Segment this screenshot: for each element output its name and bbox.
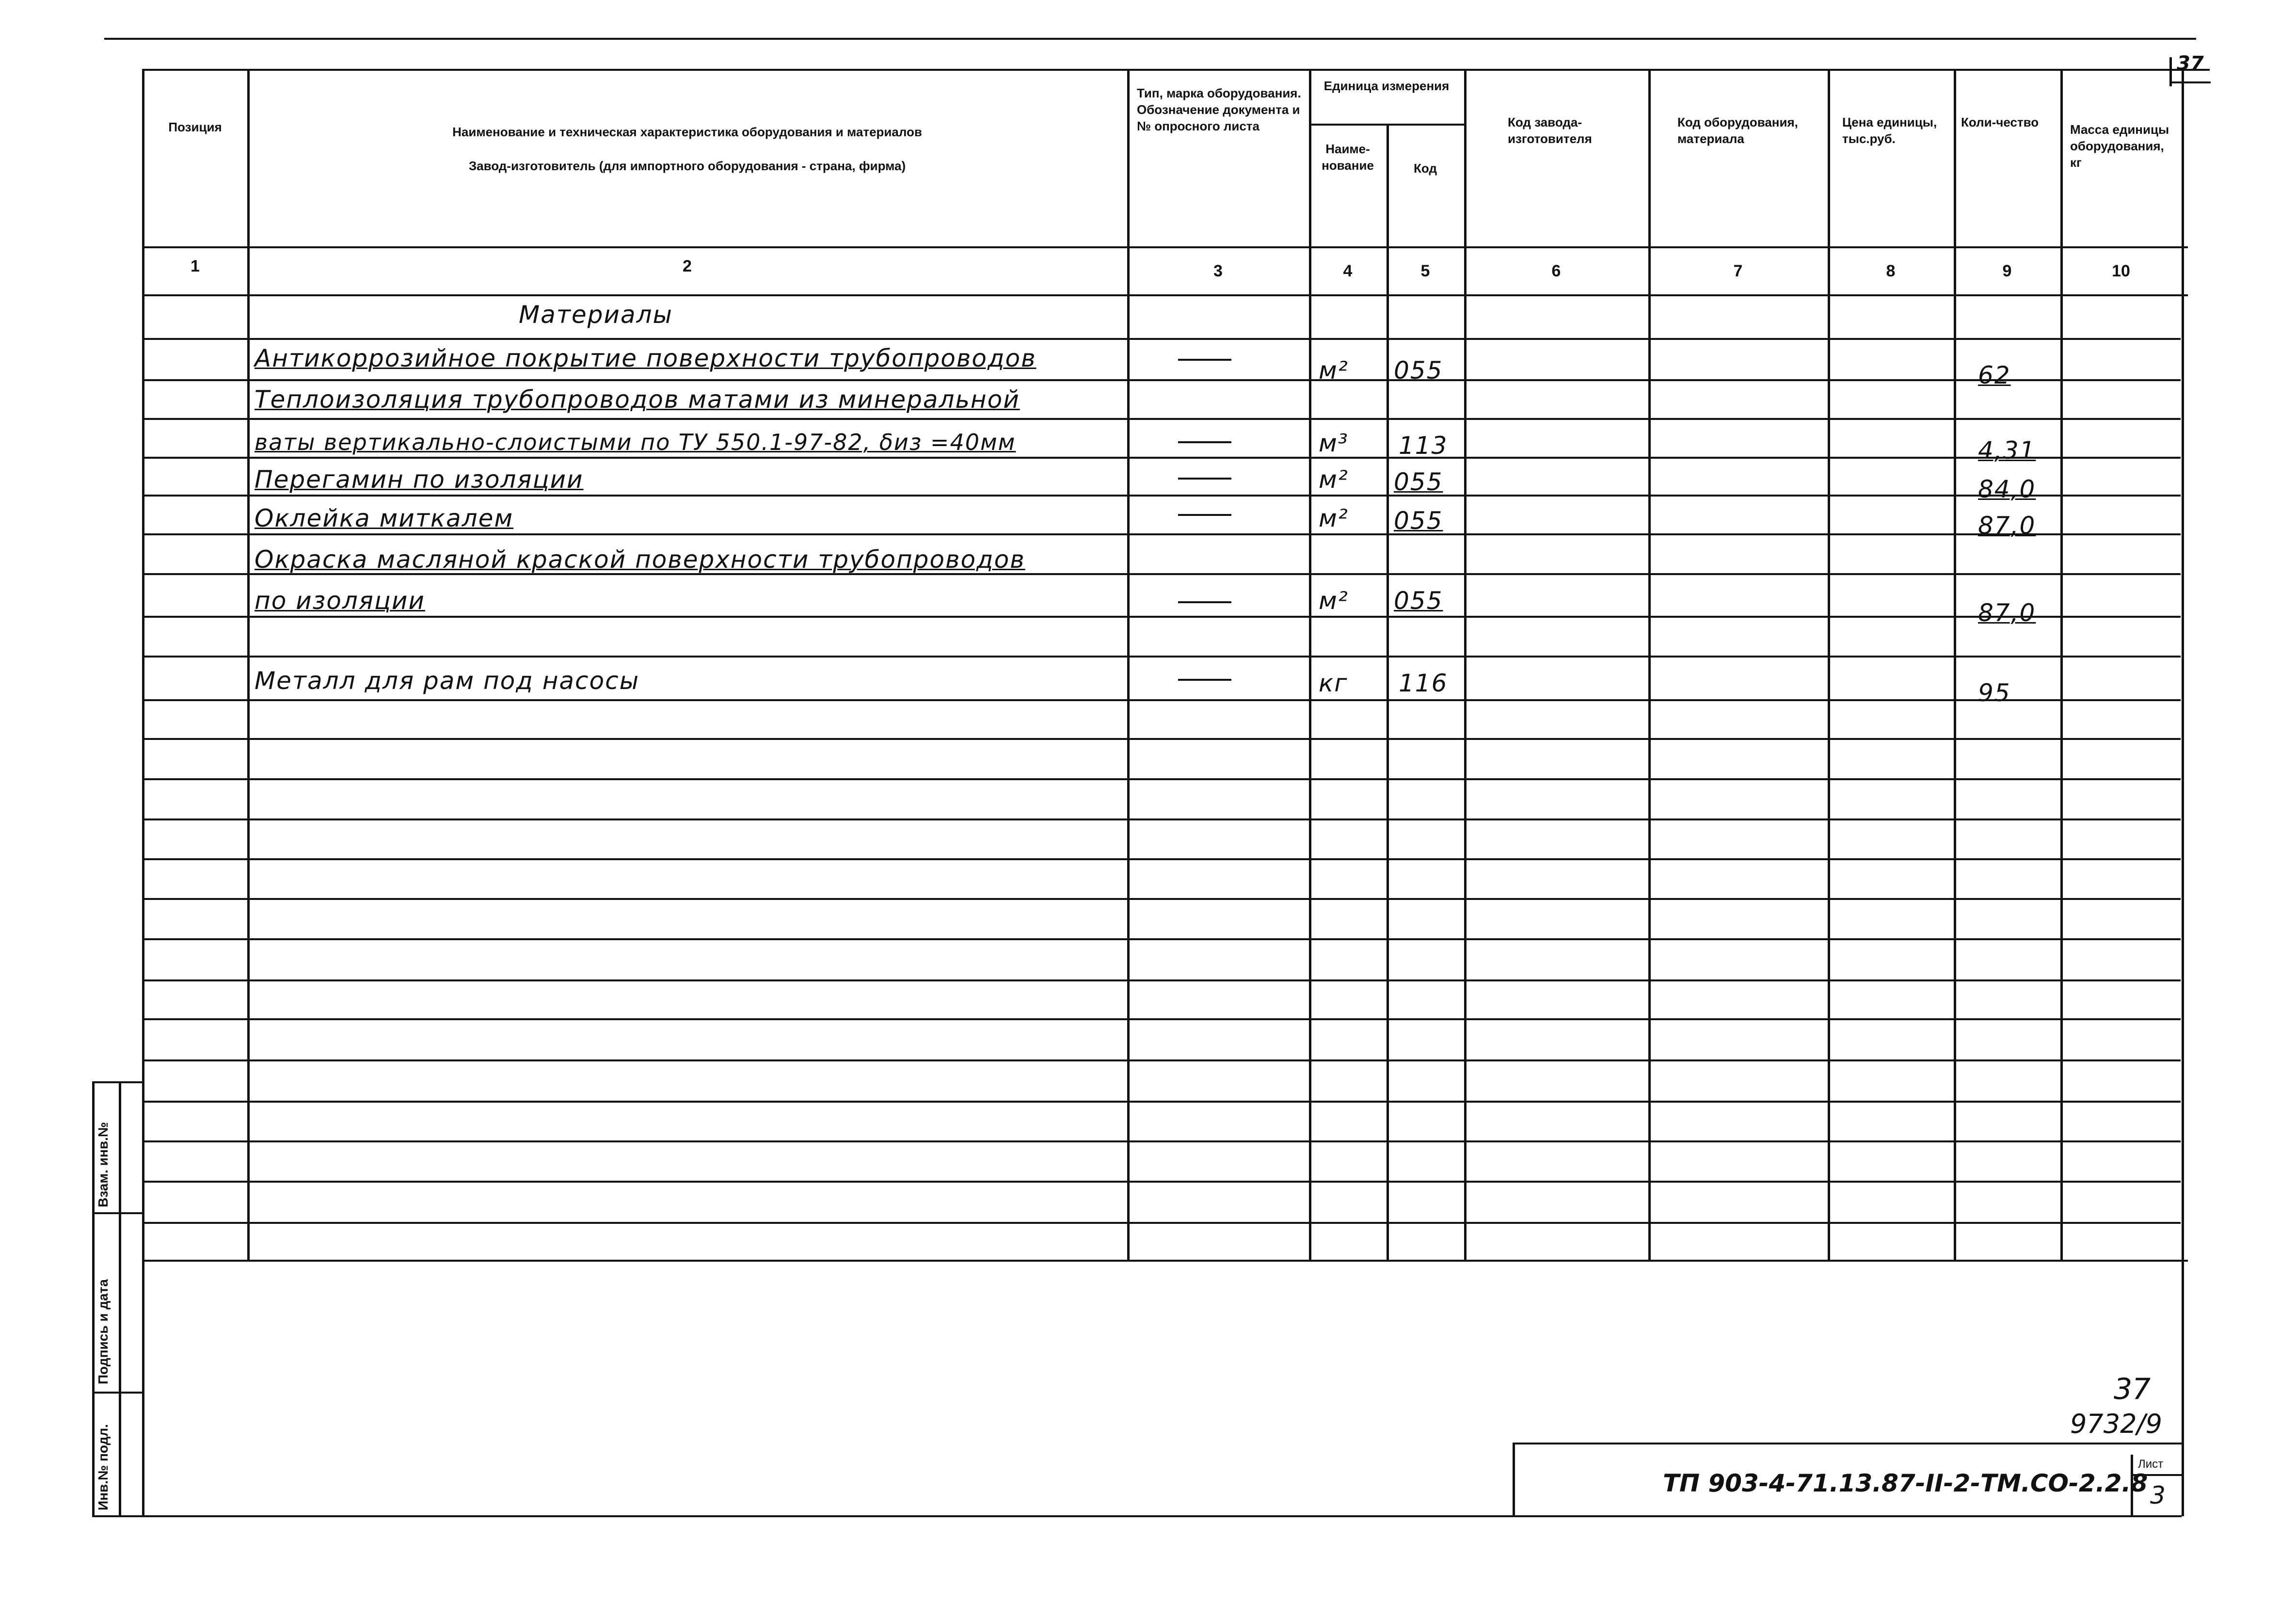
row-item-name: по изоляции <box>255 587 425 615</box>
table-row-line <box>144 1140 2181 1142</box>
row-item-name: Оклейка миткалем <box>255 504 514 532</box>
row-unit: м² <box>1319 504 1349 532</box>
section-title: Материалы <box>519 301 673 329</box>
table-row-line <box>144 1222 2181 1224</box>
row-quantity: 4,31 <box>1978 436 2036 465</box>
header-name-line2: Завод-изготовитель (для импортного оборудования - страна, фирма) <box>468 159 906 173</box>
row-quantity: 62 <box>1978 361 2011 389</box>
table-row-line <box>144 699 2181 701</box>
table-row-line <box>144 1018 2181 1020</box>
corner-box-bottom <box>2169 81 2211 83</box>
col-divider-3 <box>1309 69 1311 1261</box>
table-top-border <box>142 69 2210 71</box>
footer-sheet-number: 37 <box>2114 1372 2151 1406</box>
column-number: 1 <box>191 257 200 275</box>
row-item-name: Теплоизоляция трубопроводов матами из минеральной <box>255 385 1020 414</box>
header-type: Тип, марка оборудования. Обозначение документа и № опросного листа <box>1137 86 1301 133</box>
row-unit-code: 055 <box>1394 468 1443 496</box>
title-block-top <box>1513 1443 2184 1444</box>
margin-label-replacement-inventory: Взам. инв.№ <box>96 1122 111 1207</box>
table-row-line <box>144 418 2181 420</box>
header-units: Единица измерения <box>1323 79 1450 93</box>
header-material-code: Код оборудования, материала <box>1677 115 1798 146</box>
table-row-line <box>144 533 2181 535</box>
margin-box-inner <box>119 1081 121 1516</box>
type-dash <box>1178 601 1231 603</box>
row-unit-code: 116 <box>1399 669 1448 697</box>
header-unit-name: Наиме-нование <box>1322 142 1374 173</box>
column-number: 4 <box>1343 262 1353 280</box>
col-divider-7 <box>1828 69 1830 1261</box>
header-unit-code: Код <box>1414 161 1437 176</box>
margin-box-top <box>92 1081 144 1083</box>
margin-box-divider-2 <box>92 1392 144 1394</box>
top-rule <box>104 38 2196 40</box>
type-dash <box>1178 679 1231 681</box>
header-price: Цена единицы, тыс.руб. <box>1842 115 1937 146</box>
row-quantity: 84,0 <box>1978 475 2036 503</box>
row-unit: м² <box>1319 465 1349 494</box>
table-row-line <box>144 778 2181 780</box>
margin-label-original-inventory: Инв.№ подл. <box>96 1424 111 1510</box>
type-dash <box>1178 514 1231 516</box>
table-row-line <box>144 457 2181 459</box>
table-row-line <box>144 495 2181 497</box>
row-unit: кг <box>1319 669 1348 697</box>
col-divider-5 <box>1464 69 1467 1261</box>
margin-box-left <box>92 1081 95 1516</box>
table-row-line <box>144 818 2181 820</box>
type-dash <box>1178 478 1231 480</box>
table-row-line <box>144 979 2181 981</box>
sheet-value: 3 <box>2150 1481 2166 1509</box>
table-row-line <box>144 938 2181 940</box>
type-dash <box>1178 441 1231 443</box>
document-code: ТП 903-4-71.13.87-II-2-ТМ.СО-2.2.8 <box>1663 1469 2148 1497</box>
row-unit-code: 113 <box>1399 432 1448 460</box>
row-quantity: 95 <box>1978 679 2011 707</box>
table-left-border <box>142 69 144 1516</box>
row-item-name: Окраска масляной краской поверхности трубопроводов <box>255 545 1025 574</box>
header-name-line1: Наименование и техническая характеристика оборудования и материалов <box>452 125 922 139</box>
column-number: 10 <box>2112 262 2130 280</box>
type-dash <box>1178 359 1231 361</box>
row-item-name: Металл для рам под насосы <box>255 667 640 695</box>
table-row-line <box>144 738 2181 740</box>
row-unit-code: 055 <box>1394 356 1443 385</box>
column-number: 5 <box>1420 262 1430 280</box>
row-item-name: Перегамин по изоляции <box>255 465 584 494</box>
header-position: Позиция <box>168 120 222 134</box>
header-mass: Масса единицы оборудования, кг <box>2070 122 2169 170</box>
row-unit: м² <box>1319 587 1349 615</box>
table-row-line <box>144 338 2181 340</box>
col-divider-1 <box>247 69 250 1261</box>
title-block-left <box>1513 1443 1515 1516</box>
column-number: 9 <box>2002 262 2012 280</box>
table-bottom-border <box>142 1260 2188 1262</box>
header-quantity: Коли-чество <box>1961 115 2039 129</box>
row-item-name: ваты вертикально-слоистыми по ТУ 550.1-97-82, δиз =40мм <box>255 429 1016 455</box>
col-divider-4 <box>1387 124 1389 1261</box>
column-number: 3 <box>1213 262 1223 280</box>
page-right-border <box>2182 69 2184 1516</box>
header-manufacturer-code: Код завода-изготовителя <box>1508 115 1592 146</box>
column-number: 2 <box>683 257 692 275</box>
header-bottom-border <box>142 246 2188 248</box>
table-row-line <box>144 1059 2181 1061</box>
table-row-line <box>144 656 2181 658</box>
col-divider-6 <box>1648 69 1651 1261</box>
table-row-line <box>144 1181 2181 1183</box>
column-number: 7 <box>1733 262 1743 280</box>
table-row-line <box>144 379 2181 381</box>
col-divider-9 <box>2060 69 2063 1261</box>
table-row-line <box>144 898 2181 900</box>
table-row-line <box>144 1101 2181 1103</box>
sheet-label: Лист <box>2138 1458 2164 1471</box>
footer-archive-number: 9732/9 <box>2070 1409 2162 1439</box>
row-quantity: 87,0 <box>1978 512 2036 540</box>
row-item-name: Антикоррозийное покрытие поверхности трубопроводов <box>255 344 1036 372</box>
table-row-line <box>144 616 2181 618</box>
row-unit: м² <box>1319 356 1349 385</box>
col-divider-2 <box>1127 69 1130 1261</box>
column-number: 6 <box>1551 262 1561 280</box>
column-number: 8 <box>1886 262 1896 280</box>
row-unit: м³ <box>1319 429 1349 457</box>
margin-box-divider-1 <box>92 1212 144 1214</box>
page-bottom-border <box>92 1515 2182 1517</box>
margin-label-signature-date: Подпись и дата <box>96 1279 111 1384</box>
row-quantity: 87,0 <box>1978 599 2036 627</box>
col-divider-8 <box>1954 69 1956 1261</box>
column-numbers-bottom-border <box>142 294 2188 296</box>
row-unit-code: 055 <box>1394 587 1443 615</box>
row-unit-code: 055 <box>1394 507 1443 535</box>
corner-sheet-number: 37 <box>2177 52 2204 75</box>
table-row-line <box>144 858 2181 860</box>
